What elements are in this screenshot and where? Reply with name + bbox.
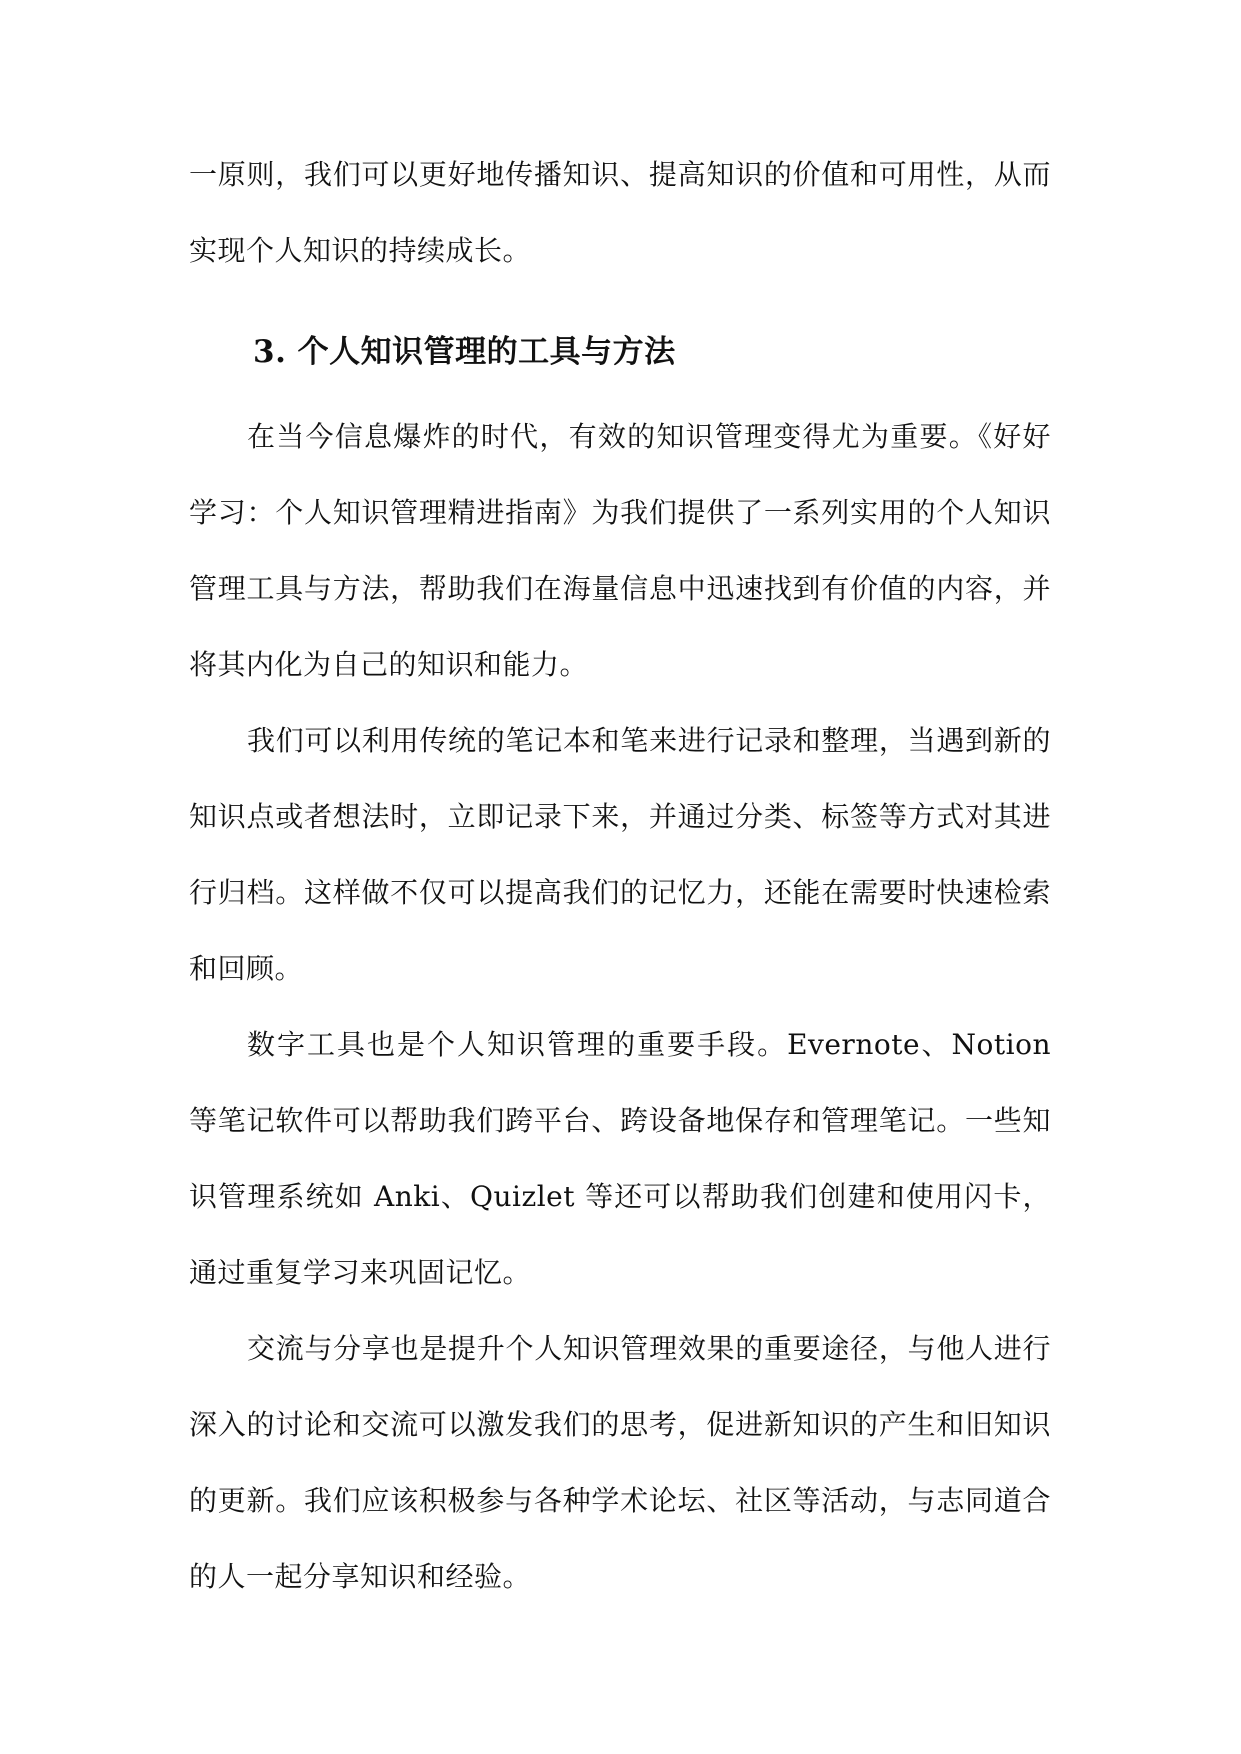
section-gap [189,289,1051,311]
paragraph-digital-tools: 数字工具也是个人知识管理的重要手段。Evernote、Notion 等笔记软件可以帮助我们跨平台、跨设备地保存和管理笔记。一些知识管理系统如 Anki、Quizlet 等还可以帮助我们创建和使用闪卡，通过重复学习来巩固记忆。 [189,1028,1051,1289]
document-body [189,137,1051,1615]
section-heading: 3. 个人知识管理的工具与方法 [253,334,676,370]
paragraph-traditional-notes: 我们可以利用传统的笔记本和笔来进行记录和整理，当遇到新的知识点或者想法时，立即记录下来，并通过分类、标签等方式对其进行归档。这样做不仅可以提高我们的记忆力，还能在需要时快速检索和回顾。 [189,724,1051,985]
continued-paragraph: 一原则，我们可以更好地传播知识、提高知识的价值和可用性，从而实现个人知识的持续成长。 [189,158,1051,267]
paragraph-sharing: 交流与分享也是提升个人知识管理效果的重要途径，与他人进行深入的讨论和交流可以激发我们的思考，促进新知识的产生和旧知识的更新。我们应该积极参与各种学术论坛、社区等活动，与志同道合的人一起分享知识和经验。 [189,1332,1051,1593]
paragraph-intro: 在当今信息爆炸的时代，有效的知识管理变得尤为重要。《好好学习：个人知识管理精进指南》为我们提供了一系列实用的个人知识管理工具与方法，帮助我们在海量信息中迅速找到有价值的内容，并将其内化为自己的知识和能力。 [189,420,1051,681]
